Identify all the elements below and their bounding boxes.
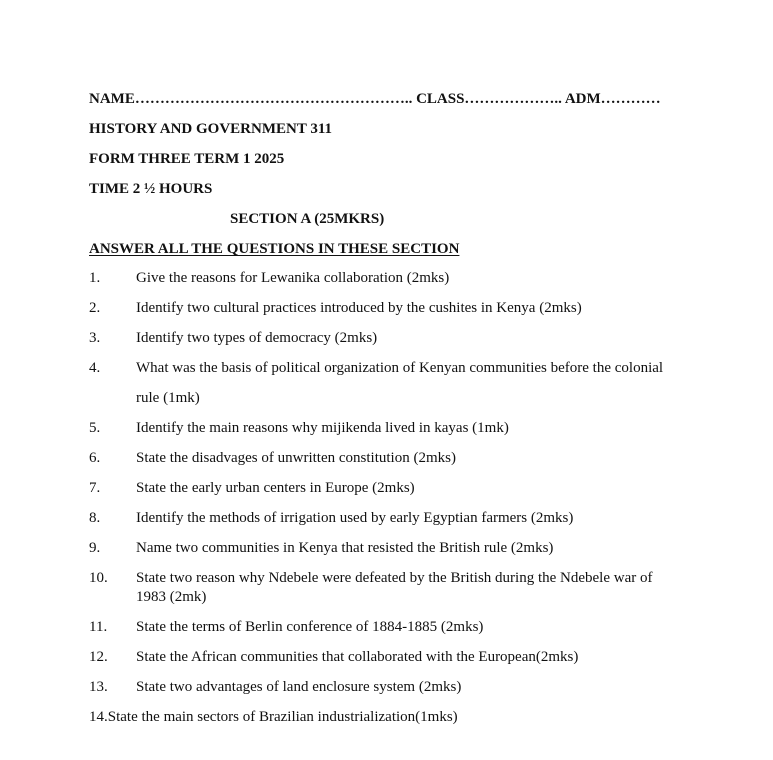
section-instruction: ANSWER ALL THE QUESTIONS IN THESE SECTION — [89, 241, 460, 257]
time-line: TIME 2 ½ HOURS — [89, 181, 213, 197]
question-text-continuation: 1983 (2mk) — [136, 589, 207, 605]
question-text: Identify two cultural practices introduced by the cushites in Kenya (2mks) — [136, 300, 582, 316]
question-number: 10. — [89, 570, 108, 586]
question-number: 13. — [89, 679, 108, 695]
subject-title: HISTORY AND GOVERNMENT 311 — [89, 121, 332, 137]
section-title: SECTION A (25MKRS) — [230, 211, 385, 227]
question-text: State two advantages of land enclosure system (2mks) — [136, 679, 462, 695]
question-number: 3. — [89, 330, 101, 346]
question-text: Identify the methods of irrigation used by early Egyptian farmers (2mks) — [136, 510, 574, 526]
question-text: Identify two types of democracy (2mks) — [136, 330, 378, 346]
question-number: 5. — [89, 420, 101, 436]
question-text: State the disadvages of unwritten constitution (2mks) — [136, 450, 456, 466]
question-number: 9. — [89, 540, 101, 556]
question-number: 6. — [89, 450, 101, 466]
question-number: 2. — [89, 300, 101, 316]
question-text: State two reason why Ndebele were defeated by the British during the Ndebele war of — [136, 570, 653, 586]
question-text: State the terms of Berlin conference of 1884-1885 (2mks) — [136, 619, 484, 635]
question-number: 4. — [89, 360, 101, 376]
question-number: 11. — [89, 619, 108, 635]
question-text: Give the reasons for Lewanika collaboration (2mks) — [136, 270, 450, 286]
question-number: 8. — [89, 510, 101, 526]
question-number: 7. — [89, 480, 101, 496]
question-text: Identify the main reasons why mijikenda lived in kayas (1mk) — [136, 420, 509, 436]
question-text: Name two communities in Kenya that resisted the British rule (2mks) — [136, 540, 554, 556]
question-number: 1. — [89, 270, 101, 286]
form-term-line: FORM THREE TERM 1 2025 — [89, 151, 285, 167]
question-text: What was the basis of political organization of Kenyan communities before the colonial — [136, 360, 664, 376]
question-14: 14.State the main sectors of Brazilian industrialization(1mks) — [89, 709, 458, 725]
question-text: State the African communities that collaborated with the European(2mks) — [136, 649, 579, 665]
name-class-adm-line: NAME……………………………………………….. CLASS……………….. ADM………… — [89, 91, 661, 107]
question-number: 12. — [89, 649, 108, 665]
question-text: State the early urban centers in Europe (2mks) — [136, 480, 415, 496]
question-text-continuation: rule (1mk) — [136, 390, 200, 406]
